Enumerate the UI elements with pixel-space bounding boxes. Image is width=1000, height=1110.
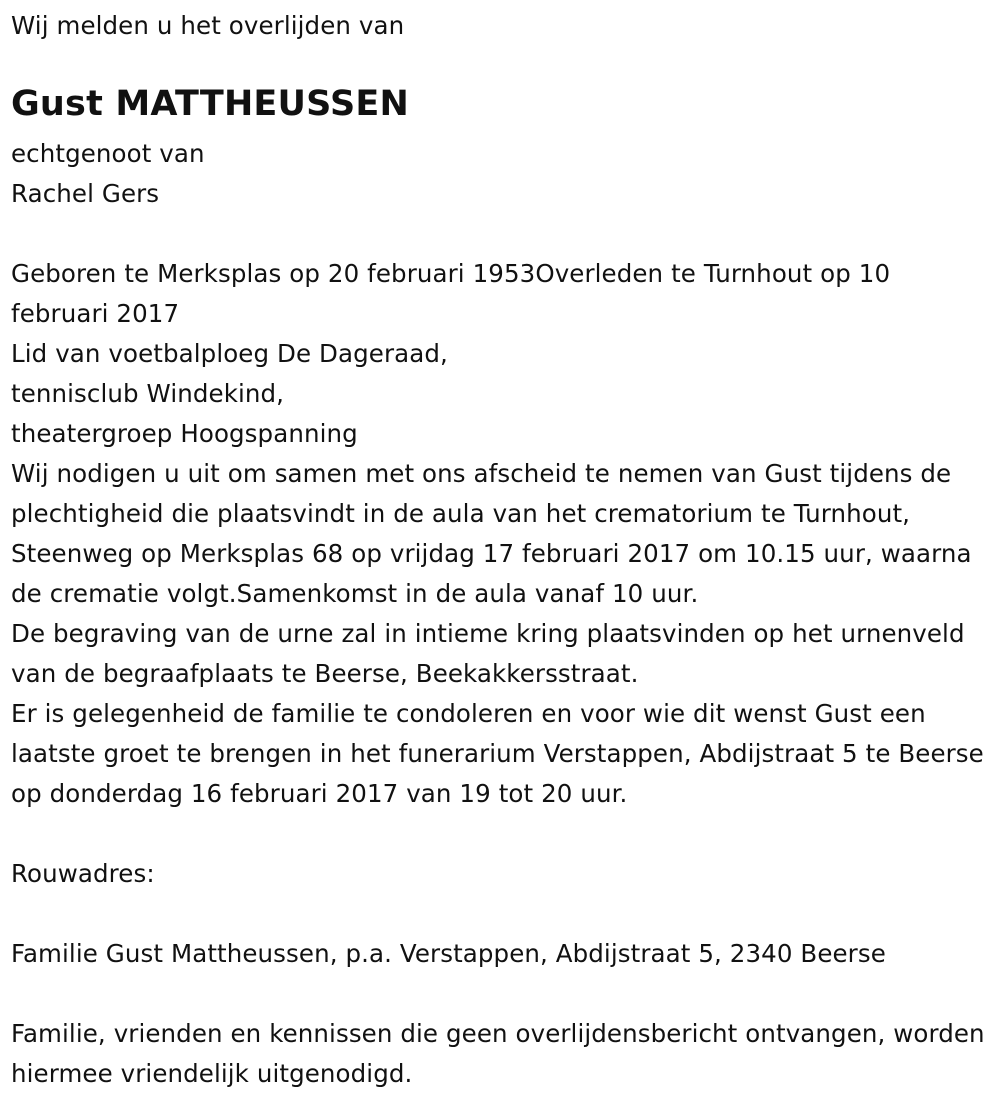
spouse-block [11, 134, 205, 214]
deceased-name: Gust MATTHEUSSEN [11, 84, 410, 124]
burial-text: De begraving van de urne zal in intieme kring plaatsvinden op het urnenveld van de begraafplaats te Beerse, Beekakkersstraat. [11, 619, 965, 688]
membership-line: tennisclub Windekind, [11, 379, 285, 408]
condolence-text: Er is gelegenheid de familie te condoleren en voor wie dit wenst Gust een laatste groet te brengen in het funerarium Verstappen, Abdijstraat 5 te Beerse op donderdag 16 februari 2017 van 19 tot 20 uur. [11, 699, 984, 808]
membership-line: theatergroep Hoogspanning [11, 419, 358, 448]
ceremony-text: Wij nodigen u uit om samen met ons afscheid te nemen van Gust tijdens de plechtigheid die plaatsvindt in de aula van het crematorium te Turnhout, Steenweg op Merksplas 68 op vrijdag 17 februari 2017 om 10.15 uur, waarna de crematie volgt.Samenkomst in de aula vanaf 10 uur. [11, 459, 972, 608]
closing-text: Familie, vrienden en kennissen die geen overlijdensbericht ontvangen, worden hiermee vriendelijk uitgenodigd. [11, 1019, 985, 1088]
spouse-name: Rachel Gers [11, 179, 160, 208]
rouwadres-label: Rouwadres: [11, 859, 155, 888]
details-block [11, 254, 993, 814]
membership-line: Lid van voetbalploeg De Dageraad, [11, 339, 448, 368]
born-died-text: Geboren te Merksplas op 20 februari 1953Overleden te Turnhout op 10 februari 2017 [11, 259, 891, 328]
spouse-label: echtgenoot van [11, 139, 205, 168]
intro-text: Wij melden u het overlijden van [11, 11, 405, 40]
rouwadres-text: Familie Gust Mattheussen, p.a. Verstappen, Abdijstraat 5, 2340 Beerse [11, 939, 886, 968]
